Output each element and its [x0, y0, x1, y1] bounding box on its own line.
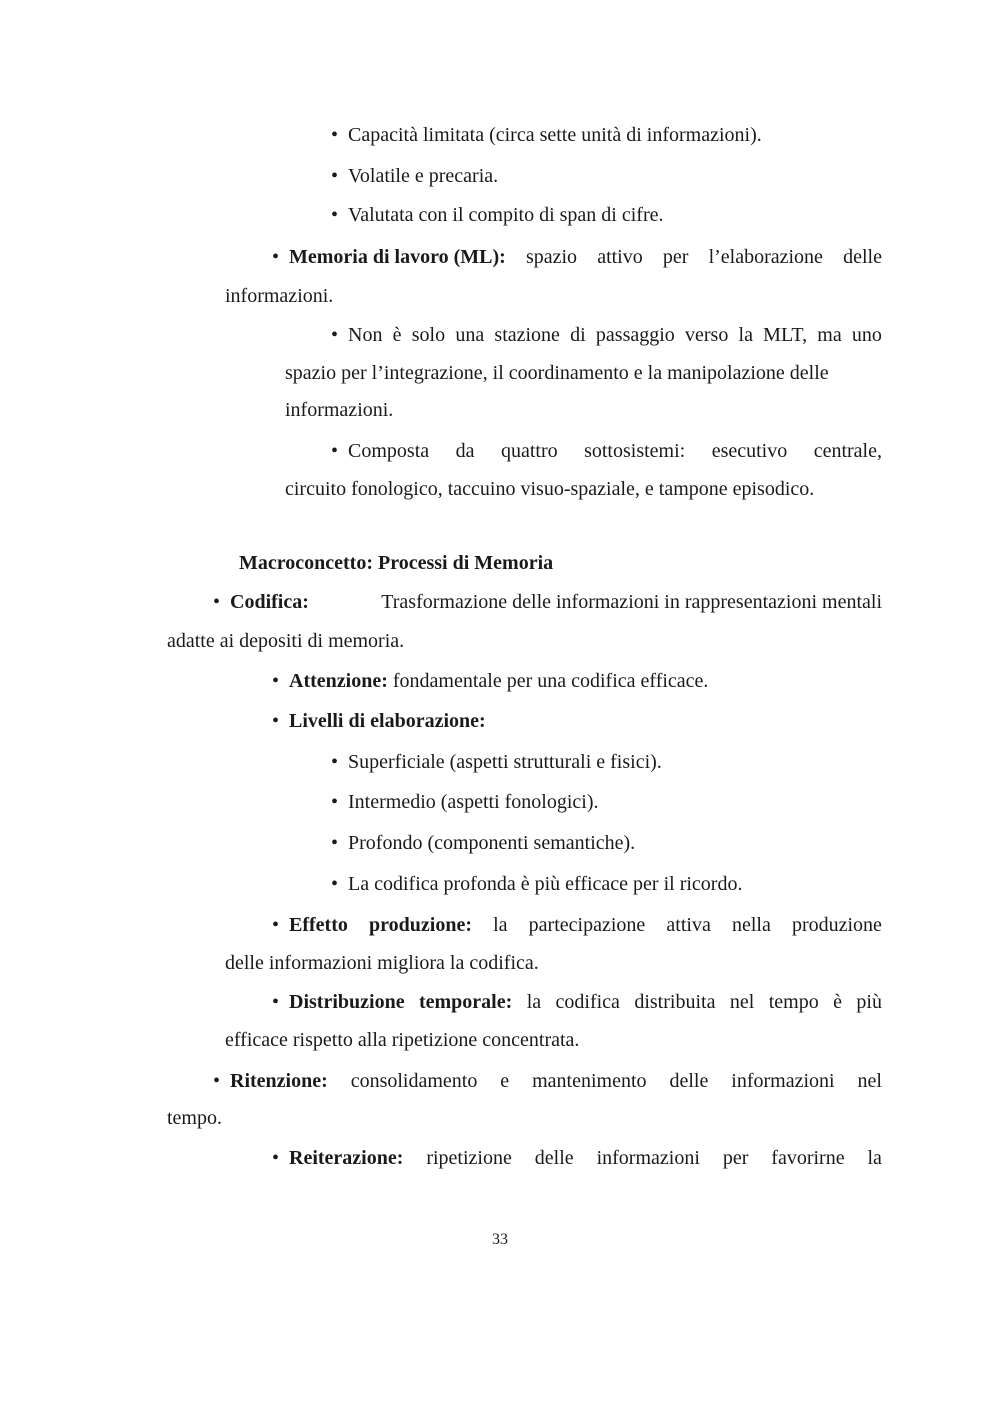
word: e	[500, 1070, 510, 1092]
bullet-icon: •	[213, 591, 221, 613]
word: tempo	[768, 991, 819, 1013]
word: Non	[348, 324, 383, 346]
bullet-icon: •	[331, 324, 339, 346]
list-item	[331, 164, 498, 188]
word: solo	[411, 324, 446, 346]
word: distribuita	[634, 991, 716, 1013]
word: esecutivo	[711, 440, 788, 462]
codifica-line-2: adatte ai depositi di memoria.	[167, 630, 405, 652]
bullet-icon: •	[331, 440, 339, 462]
ritenzione-line-1	[213, 1069, 882, 1093]
bullet-icon: •	[331, 204, 339, 226]
list-item	[331, 123, 762, 147]
word: quattro	[500, 440, 558, 462]
word: nel	[729, 991, 755, 1013]
ml-sub1-line-2: spazio per l’integrazione, il coordinamento e la manipolazione delle	[285, 362, 829, 384]
ritenzione-line-2: tempo.	[167, 1107, 222, 1129]
term-label: Ritenzione:	[230, 1070, 328, 1092]
word: consolidamento	[350, 1070, 478, 1092]
term-label: Effetto	[289, 914, 348, 936]
codifica-text: Trasformazione delle informazioni in rappresentazioni mentali	[381, 591, 882, 613]
bullet-icon: •	[272, 1147, 280, 1169]
list-item-text: fondamentale per una codifica efficace.	[392, 670, 709, 692]
term-label: Memoria di lavoro (ML):	[289, 246, 506, 268]
list-item	[331, 750, 662, 774]
word: l’elaborazione	[708, 246, 823, 268]
distribuzione-line-2: efficace rispetto alla ripetizione concentrata.	[225, 1029, 580, 1051]
word: informazioni	[596, 1147, 700, 1169]
word: informazioni	[731, 1070, 835, 1092]
term-label: Reiterazione:	[289, 1147, 404, 1169]
list-item-text: Profondo (componenti semantiche).	[348, 832, 636, 854]
word: MLT,	[763, 324, 808, 346]
word: da	[455, 440, 475, 462]
word: Composta	[348, 440, 430, 462]
list-item-text: La codifica profonda è più efficace per il ricordo.	[348, 873, 743, 895]
word: delle	[843, 246, 882, 268]
word: delle	[669, 1070, 709, 1092]
word: verso	[685, 324, 729, 346]
bullet-icon: •	[272, 670, 280, 692]
list-item-text: Capacità limitata (circa sette unità di informazioni).	[348, 124, 762, 146]
codifica-line-1	[213, 590, 882, 614]
word: passaggio	[595, 324, 675, 346]
word: è	[392, 324, 402, 346]
word: è	[833, 991, 842, 1013]
word: produzione	[791, 914, 882, 936]
word: spazio	[525, 246, 578, 268]
ml-sub1-line-1	[331, 323, 882, 347]
ml-sub1-line-3: informazioni.	[285, 399, 394, 421]
term-label: produzione:	[369, 914, 472, 936]
word: ma	[817, 324, 842, 346]
ml-line-1	[272, 245, 882, 269]
reiterazione-line-1	[272, 1146, 882, 1170]
effetto-line-1	[272, 913, 882, 937]
word: favorirne	[771, 1147, 845, 1169]
word: di	[570, 324, 586, 346]
bullet-icon: •	[213, 1070, 221, 1092]
list-item-text: Valutata con il compito di span di cifre.	[348, 204, 664, 226]
word: una	[455, 324, 485, 346]
word: attiva	[666, 914, 711, 936]
word: centrale,	[813, 440, 882, 462]
word: nella	[731, 914, 771, 936]
list-item	[331, 872, 742, 896]
word: uno	[851, 324, 882, 346]
effetto-line-2: delle informazioni migliora la codifica.	[225, 952, 539, 974]
list-item-text: Volatile e precaria.	[348, 165, 499, 187]
list-item	[272, 669, 708, 693]
word: delle	[534, 1147, 574, 1169]
word: attivo	[597, 246, 643, 268]
list-item-text: Superficiale (aspetti strutturali e fisici).	[348, 751, 662, 773]
word: mantenimento	[532, 1070, 647, 1092]
ml-line-2: informazioni.	[225, 285, 334, 307]
bullet-icon: •	[331, 751, 339, 773]
word: nel	[857, 1070, 882, 1092]
bullet-icon: •	[331, 124, 339, 146]
term-label: Attenzione:	[289, 670, 388, 692]
bullet-icon: •	[272, 991, 280, 1013]
word: stazione	[494, 324, 560, 346]
word: più	[856, 991, 882, 1013]
bullet-icon: •	[272, 710, 280, 732]
word: la	[738, 324, 753, 346]
distribuzione-line-1	[272, 990, 882, 1014]
word: sottosistemi:	[584, 440, 686, 462]
word: ripetizione	[426, 1147, 512, 1169]
list-item	[272, 709, 486, 733]
word: codifica	[555, 991, 620, 1013]
list-item	[331, 831, 635, 855]
page-number: 33	[492, 1231, 508, 1248]
bullet-icon: •	[331, 165, 339, 187]
bullet-icon: •	[331, 873, 339, 895]
bullet-icon: •	[272, 914, 280, 936]
term-label: temporale:	[418, 991, 513, 1013]
list-item-text: Intermedio (aspetti fonologici).	[348, 791, 599, 813]
term-label: Codifica:	[230, 591, 309, 613]
bullet-icon: •	[331, 832, 339, 854]
term-label: Livelli di elaborazione:	[289, 710, 486, 732]
list-item	[331, 203, 663, 227]
word: la	[526, 991, 542, 1013]
term-label: Distribuzione	[289, 991, 405, 1013]
word: partecipazione	[528, 914, 646, 936]
bullet-icon: •	[272, 246, 280, 268]
word: la	[867, 1147, 882, 1169]
list-item	[331, 790, 599, 814]
section-heading: Macroconcetto: Processi di Memoria	[239, 552, 554, 574]
word: per	[662, 246, 689, 268]
bullet-icon: •	[331, 791, 339, 813]
ml-sub2-line-1	[331, 439, 882, 463]
word: per	[722, 1147, 749, 1169]
ml-sub2-line-2: circuito fonologico, taccuino visuo-spaziale, e tampone episodico.	[285, 478, 815, 500]
word: la	[493, 914, 508, 936]
